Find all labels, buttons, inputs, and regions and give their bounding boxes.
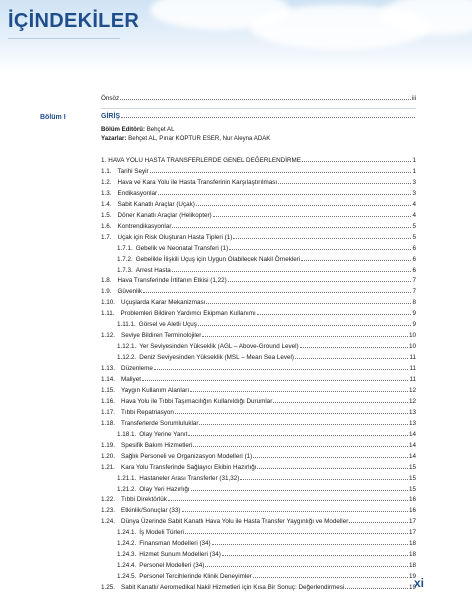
toc-entry-title: Hava Transferinde İrtifanın Etkisi (1,22) <box>117 277 227 285</box>
leader-dots <box>229 249 411 250</box>
toc-entry[interactable] <box>101 189 416 199</box>
toc-entry-number: 1.5. <box>101 211 112 219</box>
toc-entry-title: Hava Yolu ile Tıbbi Taşımacılığın Kullanıldığı Durumlar <box>121 397 273 405</box>
toc-entry-number: 1.12.1. <box>117 343 137 351</box>
toc-entry-number: 1.8. <box>101 277 112 285</box>
toc-entry-title: Seviye Bildiren Terminolojiler <box>121 332 202 340</box>
toc-entry-number: 1.23. <box>101 507 116 515</box>
toc-entry-page: 14 <box>408 441 416 449</box>
toc-entry-number: 1.9. <box>101 288 112 296</box>
leader-dots <box>233 238 411 239</box>
toc-entry-title: Hastaneler Arası Transferler (31,32) <box>139 474 240 482</box>
toc-entry[interactable] <box>117 255 416 265</box>
toc-entry-page: 14 <box>408 452 416 460</box>
toc-entry-number: 1.6. <box>101 222 112 230</box>
leader-dots <box>202 336 408 337</box>
toc-entry[interactable] <box>117 539 416 549</box>
leader-dots <box>175 413 408 414</box>
toc-entry-number: 1.2. <box>101 178 112 186</box>
editor-name: Behçet AL <box>146 126 175 133</box>
toc-entry-number: 1.7.2. <box>117 255 133 263</box>
toc-entry[interactable] <box>101 178 416 188</box>
toc-entry-page: 5 <box>412 222 416 230</box>
toc-entry[interactable] <box>101 287 416 297</box>
toc-entry-title: Finansman Modelleri (34) <box>139 540 211 548</box>
toc-entry-page: 5 <box>412 233 416 241</box>
toc-entry-page: 17 <box>408 518 416 526</box>
leader-dots <box>193 446 408 447</box>
toc-entry-title: Uçuşlarda Karar Mekanizması <box>121 299 206 307</box>
toc-entry-title: Problemleri Bildiren Yardımcı Ekipman Kullanımı <box>120 310 256 318</box>
toc-entry-title: Tarihi Seyir <box>117 167 149 175</box>
toc-entry-page: 15 <box>408 463 416 471</box>
toc-entry-page: 1 <box>412 167 416 175</box>
toc-entry[interactable] <box>101 583 416 593</box>
toc-entry[interactable] <box>117 353 416 363</box>
toc-entry-title: Personel Tercihlerinde Klinik Deneyimler <box>139 573 252 581</box>
toc-entry-title: Dünya Üzerinde Sabit Kanatlı Hava Yolu ile Hasta Transfer Yaygınlığı ve Modeller <box>121 518 349 526</box>
toc-entry[interactable] <box>101 441 416 451</box>
toc-entry[interactable] <box>101 331 416 341</box>
leader-dots <box>196 205 412 206</box>
toc-entry-page: 9 <box>412 310 416 318</box>
toc-entry-number: 1.24.2. <box>117 540 137 548</box>
toc-entry-page: 14 <box>408 430 416 438</box>
toc-entry-title: Endikasyonlar <box>117 189 158 197</box>
toc-entry[interactable] <box>117 485 416 495</box>
toc-entry-title: Yer Seviyesinden Yükseklik (AGL – Above-Ground Level) <box>139 343 299 351</box>
leader-dots <box>301 260 411 261</box>
leader-dots <box>253 457 408 458</box>
toc-entry-page: 8 <box>412 299 416 307</box>
toc-entry[interactable] <box>101 386 416 396</box>
toc-entry-title: Sabit Kanatlı/ Aeromedikal Nakil Hizmetleri için Kısa Bir Sonuç: Değerlendirmesi <box>121 584 345 592</box>
leader-dots <box>345 588 408 589</box>
leader-dots <box>172 271 412 272</box>
chapter-authors-line <box>101 135 270 142</box>
leader-dots <box>213 216 412 217</box>
toc-entry-page: 16 <box>408 496 416 504</box>
toc-entry-title: Tıbbi Repatriasyon <box>121 408 174 416</box>
toc-entry[interactable] <box>101 375 416 385</box>
toc-entry-number: 1.25. <box>101 584 116 592</box>
toc-entry-title: İş Modeli Türleri <box>139 529 184 537</box>
toc-entry-title: HAVA YOLU HASTA TRANSFERLERDE GENEL DEĞERLENDİRME <box>108 157 301 164</box>
toc-entry-number: 1.22. <box>101 496 116 504</box>
toc-entry-number: 1.12. <box>101 332 116 340</box>
toc-entry-number: 1.21. <box>101 463 116 471</box>
toc-entry-number: 1.12.2. <box>117 354 137 362</box>
toc-entry[interactable] <box>101 167 416 177</box>
toc-entry-number: 1.14. <box>101 376 116 383</box>
leader-dots <box>222 555 408 556</box>
toc-entry-number: 1.4. <box>101 200 112 208</box>
toc-entry[interactable] <box>101 364 416 374</box>
toc-entry-title: Uçak için Risk Oluşturan Hasta Tipleri (1) <box>117 233 233 241</box>
toc-entry[interactable] <box>117 342 416 352</box>
toc-entry-title: Görsel ve Aletli Uçuş <box>138 321 197 329</box>
toc-entry-title: Döner Kanatlı Araçlar (Helikopter) <box>117 211 212 219</box>
leader-dots <box>240 479 408 480</box>
toc-entry-page: 18 <box>408 551 416 559</box>
toc-entry-title: Maliyet <box>121 376 141 383</box>
toc-entry-number: 1.13. <box>101 365 116 373</box>
toc-entry-title: Güvenlik <box>117 288 143 296</box>
toc-entry-number: 1. <box>101 157 107 164</box>
toc-entry-page: 4 <box>412 200 416 208</box>
toc-entry-number: 1.3. <box>101 189 112 197</box>
leader-dots <box>185 533 408 534</box>
toc-entry-page: 18 <box>408 540 416 548</box>
leader-dots <box>158 194 411 195</box>
title-underline <box>8 38 120 39</box>
toc-entry[interactable] <box>101 309 416 319</box>
toc-entry[interactable] <box>101 156 416 166</box>
leader-dots <box>302 161 412 162</box>
toc-entry-page: 17 <box>408 529 416 537</box>
toc-entry-page: 6 <box>412 255 416 263</box>
leader-dots <box>142 380 408 381</box>
leader-dots <box>300 347 408 348</box>
toc-entry[interactable] <box>101 222 416 232</box>
toc-entry[interactable] <box>101 452 416 462</box>
toc-entry[interactable] <box>101 298 416 308</box>
header-banner <box>0 0 472 74</box>
toc-entry-number: 1.15. <box>101 386 116 394</box>
toc-entry-number: 1.1. <box>101 167 112 175</box>
toc-entry[interactable] <box>101 419 416 429</box>
toc-entry-page: 10 <box>408 332 416 340</box>
toc-entry[interactable] <box>101 463 416 473</box>
toc-entry[interactable] <box>101 276 416 286</box>
toc-entry[interactable] <box>117 550 416 560</box>
toc-entry-page: 19 <box>408 584 416 592</box>
toc-entry[interactable] <box>101 495 416 505</box>
leader-dots <box>188 435 408 436</box>
toc-entry-page: 10 <box>408 343 416 351</box>
divider <box>101 108 416 109</box>
toc-entry-page: 11 <box>409 354 416 362</box>
toc-entry[interactable] <box>117 474 416 484</box>
leader-dots <box>121 117 415 118</box>
leader-dots <box>257 314 412 315</box>
leader-dots <box>168 500 408 501</box>
toc-preface[interactable] <box>101 94 416 104</box>
leader-dots <box>257 468 408 469</box>
toc-entry-number: 1.24.4. <box>117 562 137 570</box>
toc-entry-page: 18 <box>408 562 416 570</box>
toc-entry-page: 7 <box>412 288 416 296</box>
leader-dots <box>212 544 408 545</box>
chapter-label: Bölüm I <box>40 114 66 121</box>
leader-dots <box>172 227 411 228</box>
toc-entry-title: Olay Yeri Hazırlığı <box>139 485 190 493</box>
toc-entry-title: Personel Modelleri (34) <box>139 562 205 570</box>
toc-entry-page: 13 <box>408 419 416 427</box>
toc-entry-page: 6 <box>412 266 416 274</box>
toc-entry-page: 6 <box>412 244 416 252</box>
toc-entry-number: 1.18.1. <box>117 430 137 438</box>
leader-dots <box>182 511 408 512</box>
toc-entry-number: 1.24.5. <box>117 573 137 581</box>
toc-entry[interactable] <box>101 408 416 418</box>
toc-entry-title: Düzenleme <box>121 365 153 373</box>
toc-entry-title: Kara Yolu Transferinde Sağlayıcı Ekibin Hazırlığı <box>121 463 257 471</box>
toc-entry-title: Gebelik ve Neonatal Transferi (1) <box>135 244 229 252</box>
toc-entry-title: Sağlık Personeli ve Organizasyon Modelleri (1) <box>121 452 253 460</box>
toc-entry-number: 1.10. <box>101 299 116 307</box>
toc-entry[interactable] <box>101 211 416 221</box>
toc-entry-title: Sabit Kanatlı Araçlar (Uçak) <box>117 200 195 208</box>
toc-entry-number: 1.7.1. <box>117 244 133 252</box>
toc-entry-page: 1 <box>412 157 416 164</box>
toc-entry-page: 13 <box>408 408 416 416</box>
toc-entry-title: Yaygın Kullanım Alanları <box>121 386 190 394</box>
toc-entry-page: 11 <box>409 365 416 373</box>
toc-entry-page: 19 <box>408 573 416 581</box>
authors-label: Yazarlar: <box>101 135 127 142</box>
toc-entry[interactable] <box>117 430 416 440</box>
toc-entry[interactable] <box>101 233 416 243</box>
page-number: xi <box>413 576 424 590</box>
toc-entry-page: 9 <box>412 321 416 329</box>
leader-dots <box>150 172 412 173</box>
toc-entry-number: 1.24.1. <box>117 529 137 537</box>
toc-entry[interactable] <box>117 266 416 276</box>
toc-entry-number: 1.11.1. <box>117 321 136 329</box>
chapter-title: GİRİŞ <box>101 113 121 120</box>
toc-entry-page: 12 <box>408 386 416 394</box>
leader-dots <box>191 490 408 491</box>
toc-entry-title: Kontrendikasyonlar <box>117 222 172 230</box>
toc-entry-title: Transferlerde Sorumluluklar <box>121 419 199 427</box>
toc-entry-page: 4 <box>412 211 416 219</box>
toc-entry-title: Deniz Seviyesinden Yükseklik (MSL – Mean Sea Level) <box>139 354 294 362</box>
leader-dots <box>199 424 408 425</box>
toc-entry-page: 15 <box>408 474 416 482</box>
leader-dots <box>120 99 411 100</box>
page-title: İÇİNDEKİLER <box>8 10 140 32</box>
leader-dots <box>206 303 411 304</box>
toc-entry[interactable] <box>101 200 416 210</box>
toc-entry-page: 3 <box>412 189 416 197</box>
toc-entry-number: 1.24.3. <box>117 551 137 559</box>
toc-entry-number: 1.18. <box>101 419 116 427</box>
toc-entry-number: 1.11. <box>101 310 115 318</box>
leader-dots <box>190 391 408 392</box>
leader-dots <box>143 292 411 293</box>
toc-entry-title: Gebelikle İlişkili Uçuş için Uygun Olabilecek Nakil Örnekleri <box>135 255 301 263</box>
leader-dots <box>253 577 408 578</box>
leader-dots <box>154 369 409 370</box>
toc-entry-page: 11 <box>409 376 416 383</box>
leader-dots <box>295 358 408 359</box>
toc-entry-page: 7 <box>412 277 416 285</box>
leader-dots <box>228 281 412 282</box>
toc-entry-number: 1.17. <box>101 408 116 416</box>
toc-entry-page: 12 <box>408 397 416 405</box>
chapter-editor-line <box>101 126 175 133</box>
leader-dots <box>278 183 411 184</box>
toc-entry[interactable] <box>101 517 416 527</box>
toc-entry[interactable] <box>117 244 416 254</box>
leader-dots <box>205 566 408 567</box>
toc-entry-title: Spesifik Bakım Hizmetleri <box>121 441 193 449</box>
toc-entry-number: 1.21.2. <box>117 485 137 493</box>
toc-entry-number: 1.7.3. <box>117 266 133 274</box>
toc-entry[interactable] <box>117 528 416 538</box>
toc-entry-title: Hizmet Sunum Modelleri (34) <box>139 551 221 559</box>
toc-entry-title: Arrest Hasta <box>135 266 171 274</box>
toc-entry-number: 1.19. <box>101 441 116 449</box>
toc-entry-number: 1.16. <box>101 397 116 405</box>
toc-entry-title: Tıbbi Direktörlük <box>121 496 167 504</box>
toc-entry-number: 1.20. <box>101 452 116 460</box>
toc-chapter[interactable] <box>101 112 416 122</box>
leader-dots <box>349 522 408 523</box>
toc-entry-page: 15 <box>408 485 416 493</box>
toc-entry[interactable] <box>101 397 416 407</box>
toc-entry[interactable] <box>117 561 416 571</box>
toc-entry[interactable] <box>117 320 416 330</box>
leader-dots <box>198 325 412 326</box>
editor-label: Bölüm Editörü: <box>101 126 146 133</box>
toc-entry-number: 1.21.1. <box>117 474 137 482</box>
toc-entry-title: Hava ve Kara Yolu ile Hasta Transferinin Karşılaştırılması <box>117 178 278 186</box>
toc-preface-label: Önsöz <box>101 95 120 102</box>
authors-names: Behçet AL, Pınar KOPTUR ESER, Nur Aleyna ADAK <box>128 135 271 142</box>
leader-dots <box>273 402 408 403</box>
toc-entry[interactable] <box>117 572 416 582</box>
toc-preface-page: iii <box>411 95 416 102</box>
toc-entry-title: Etkinlik/Sonuçlar (33) <box>121 507 181 515</box>
toc-entry-page: 3 <box>412 178 416 186</box>
toc-entry-page: 16 <box>408 507 416 515</box>
toc-entry[interactable] <box>101 506 416 516</box>
toc-entry-number: 1.24. <box>101 518 116 526</box>
toc-entry-title: Olay Yerine Yanıt <box>139 430 188 438</box>
toc-entry-number: 1.7. <box>101 233 112 241</box>
